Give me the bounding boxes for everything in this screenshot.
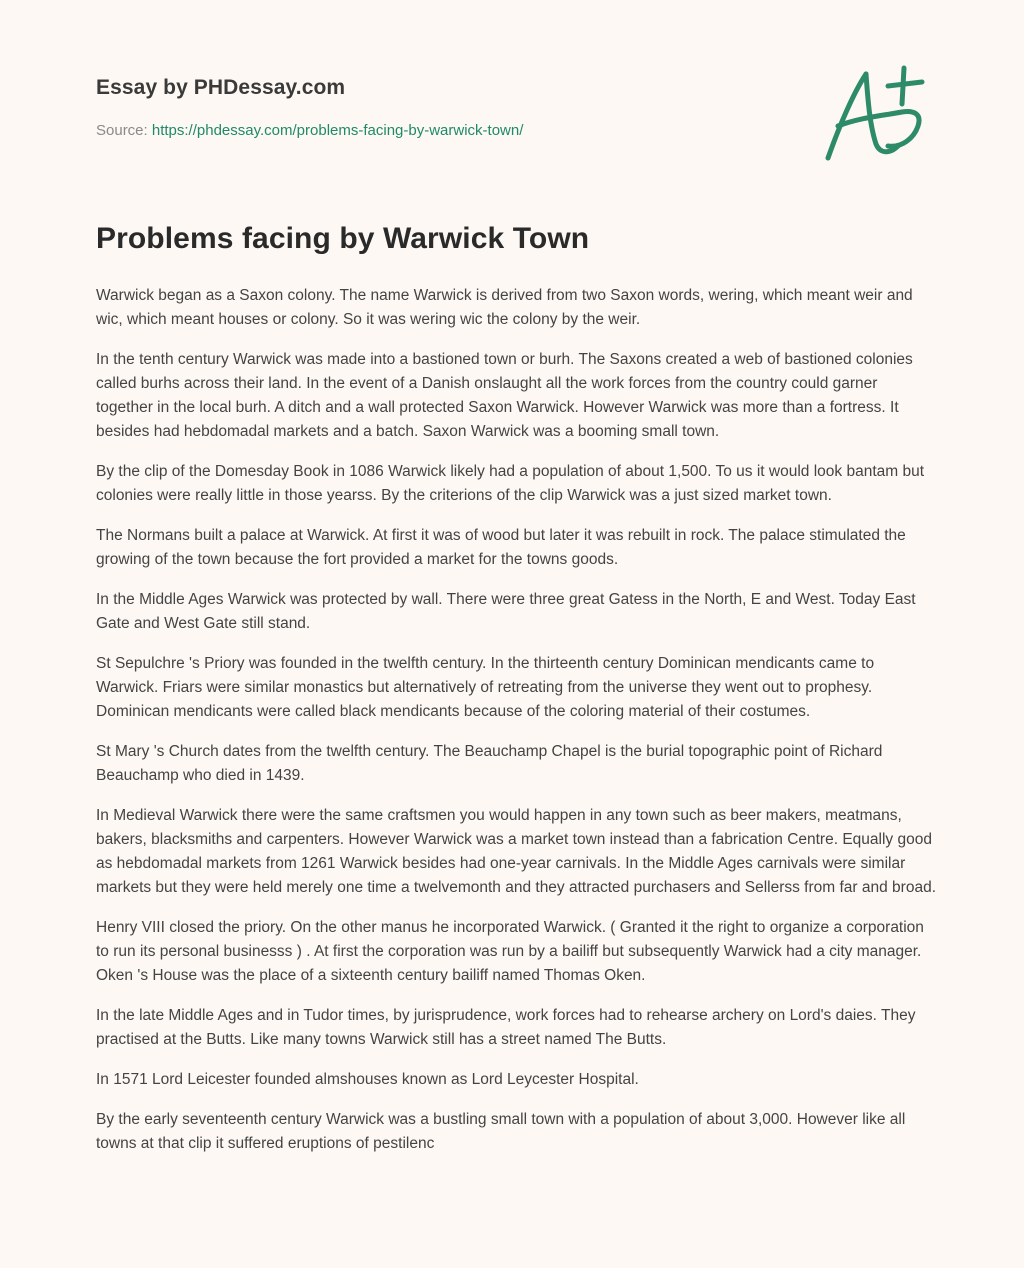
site-brand: Essay by PHDessay.com xyxy=(96,76,346,99)
essay-paragraph: Warwick began as a Saxon colony. The name Warwick is derived from two Saxon words, wering, which meant weir and wic, which meant houses or colony. So it was wering wic the colony by the weir. xyxy=(96,287,913,328)
essay-paragraph: St Mary 's Church dates from the twelfth century. The Beauchamp Chapel is the burial topographic point of Richard Beauchamp who died in 1439. xyxy=(96,743,883,784)
essay-paragraph: St Sepulchre 's Priory was founded in the twelfth century. In the thirteenth century Dominican mendicants came to Warwick. Friars were similar monastics but alternatively of retreating from the universe they went out to prophesy. Dominican mendicants were called black mendicants because of the coloring material of their costumes. xyxy=(96,655,875,720)
essay-title: Problems facing by Warwick Town xyxy=(96,222,590,255)
page-header xyxy=(96,76,796,139)
essay-paragraph: By the early seventeenth century Warwick was a bustling small town with a population of about 3,000. However like all towns at that clip it suffered eruptions of pestilenc xyxy=(96,1111,906,1152)
essay-paragraph: In the late Middle Ages and in Tudor times, by jurisprudence, work forces had to rehearse archery on Lord's daies. They practised at the Butts. Like many towns Warwick still has a street named The Butts. xyxy=(96,1007,916,1048)
essay-paragraph: By the clip of the Domesday Book in 1086 Warwick likely had a population of about 1,500. To us it would look bantam but colonies were really little in those yearss. By the criterions of the clip Warwick was a just sized market town. xyxy=(96,463,925,504)
essay-paragraph: The Normans built a palace at Warwick. At first it was of wood but later it was rebuilt in rock. The palace stimulated the growing of the town because the fort provided a market for the towns goods. xyxy=(96,527,906,568)
essay-paragraph: In the Middle Ages Warwick was protected by wall. There were three great Gatess in the North, E and West. Today East Gate and West Gate still stand. xyxy=(96,591,916,632)
essay-paragraph: In 1571 Lord Leicester founded almshouses known as Lord Leycester Hospital. xyxy=(96,1071,639,1088)
source-link[interactable]: https://phdessay.com/problems-facing-by-warwick-town/ xyxy=(151,122,524,139)
essay-paragraph: In the tenth century Warwick was made into a bastioned town or burh. The Saxons created a web of bastioned colonies called burhs across their land. In the event of a Danish onslaught all the work forces from the country could garner together in the local burh. A ditch and a wall protected Saxon Warwick. However Warwick was more than a fortress. It besides had hebdomadal markets and a batch. Saxon Warwick was a booming small town. xyxy=(96,351,913,440)
source-line xyxy=(96,122,796,139)
essay-paragraph: Henry VIII closed the priory. On the other manus he incorporated Warwick. ( Granted it the right to organize a corporation to run its personal businesss ) . At first the corporation was run by a bailiff but subsequently Warwick had a city manager. Oken 's House was the place of a sixteenth century bailiff named Thomas Oken. xyxy=(96,919,924,984)
essay-paragraph: In Medieval Warwick there were the same craftsmen you would happen in any town such as beer makers, meatmans, bakers, blacksmiths and carpenters. However Warwick was a market town instead than a fabrication Centre. Equally good as hebdomadal markets from 1261 Warwick besides had one-year carnivals. In the Middle Ages carnivals were similar markets but they were held merely one time a twelvemonth and they attracted purchasers and Sellerss from far and broad. xyxy=(96,807,937,896)
source-label: Source: xyxy=(96,122,148,139)
a-plus-logo-icon xyxy=(818,62,930,166)
essay-body xyxy=(96,284,936,1172)
